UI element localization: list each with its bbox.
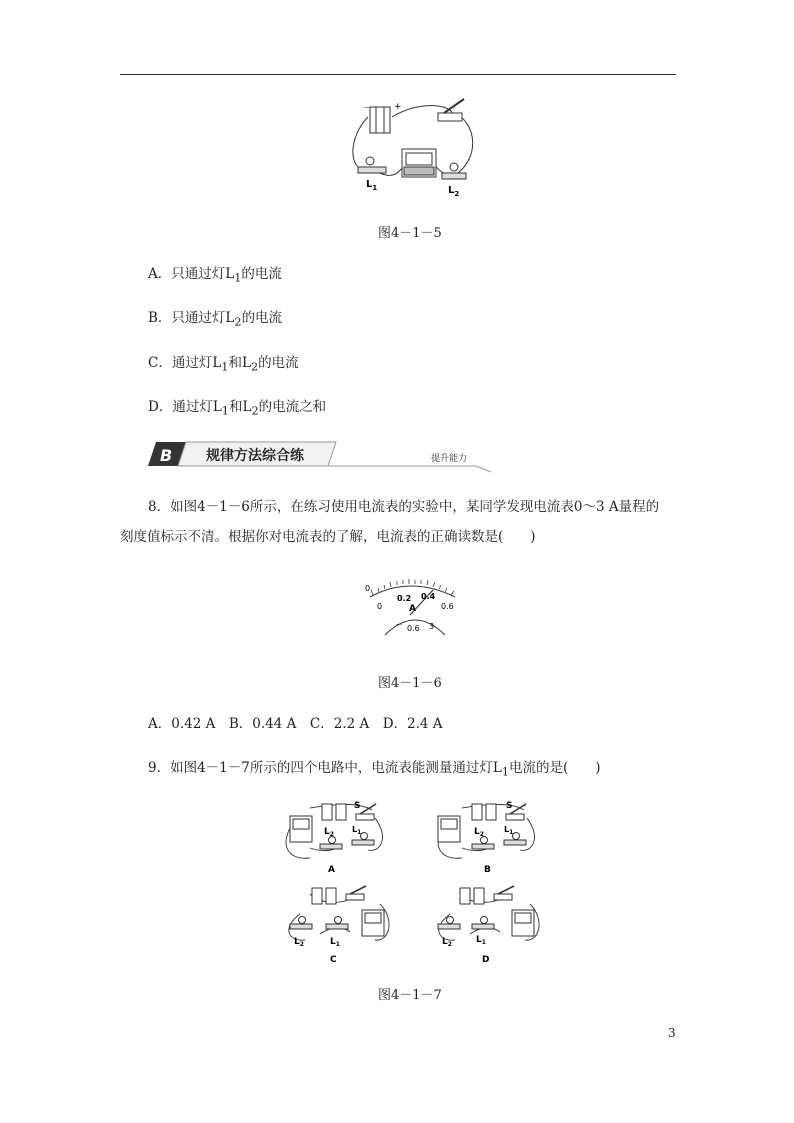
question-8-line-2: 刻度值标示不清。根据你对电流表的了解，电流表的正确读数是( ) [120, 529, 536, 545]
option-c: C．通过灯$L_1$和$L_2$的电流 [148, 355, 299, 374]
circuit-panel-a [286, 801, 382, 875]
terminal-minus: － [395, 620, 403, 629]
section-banner [146, 440, 496, 474]
option-a: A．只通过灯$L_1$的电流 [148, 266, 282, 285]
panel-letter-d: D [482, 955, 490, 965]
battery-minus-label: － [362, 104, 372, 114]
lamp-a-label-panel-a: $L_2$ [324, 827, 334, 838]
scale-tick-06: 0.6 [441, 602, 454, 611]
figure-4-1-5-circuit [340, 95, 480, 200]
terminal-0-6: 0.6 [407, 624, 420, 633]
lamp-l1-label: $L_1$ [366, 179, 378, 192]
header-rule [120, 74, 676, 75]
panel-letter-b: B [484, 865, 491, 875]
figure-4-1-6-caption: 图4－1－6 [378, 676, 442, 691]
scale-tick-02: 0.2 [397, 594, 412, 603]
lamp-b-label-panel-a: $L_1$ [352, 825, 362, 836]
battery-plus-label: + [394, 102, 402, 112]
circuit-panel-b [438, 801, 535, 875]
figure-4-1-7-caption: 图4－1－7 [378, 988, 442, 1003]
lamp-l2-label: $L_2$ [448, 185, 460, 198]
figure-4-1-6-ammeter-scale [355, 575, 465, 640]
lamp-b-label-panel-d: $L_1$ [476, 935, 486, 946]
panel-letter-c: C [330, 955, 337, 965]
section-badge: B [160, 446, 173, 465]
question-8-line-1: 8．如图4－1－6所示，在练习使用电流表的实验中，某同学发现电流表0～3 A量程的 [148, 499, 660, 515]
section-subtitle: 提升能力 [431, 454, 468, 464]
panel-letter-a: A [328, 865, 335, 875]
switch-label-b: S [506, 801, 513, 811]
figure-4-1-7-circuits [280, 798, 550, 968]
question-8-options: A．0.42 A B．0.44 A C．2.2 A D．2.4 A [148, 716, 443, 732]
page-number: 3 [668, 1026, 676, 1040]
scale-tick-0: 0 [365, 584, 371, 593]
option-d: D．通过灯$L_1$和$L_2$的电流之和 [148, 399, 327, 418]
circuit-panel-d [438, 886, 539, 965]
section-title: 规律方法综合练 [206, 448, 304, 464]
lamp-a-label-panel-c: $L_2$ [294, 937, 304, 948]
option-b: B．只通过灯$L_2$的电流 [148, 310, 283, 329]
lamp-a-label-panel-b: $L_2$ [474, 827, 484, 838]
lamp-a-label-panel-d: $L_2$ [442, 937, 452, 948]
lamp-b-label-panel-c: $L_1$ [330, 937, 340, 948]
ammeter-letter: A [409, 604, 416, 614]
circuit-panel-c [289, 886, 389, 965]
switch-label-a: S [354, 801, 361, 811]
terminal-3: 3 [429, 622, 435, 631]
figure-4-1-5-caption: 图4－1－5 [378, 226, 442, 241]
lamp-b-label-panel-b: $L_1$ [504, 825, 514, 836]
scale-tick-04: 0.4 [421, 592, 436, 601]
scale-lower-0: 0 [377, 602, 383, 611]
question-9: 9．如图4－1－7所示的四个电路中，电流表能测量通过灯$L_1$电流的是( ) [148, 760, 601, 779]
